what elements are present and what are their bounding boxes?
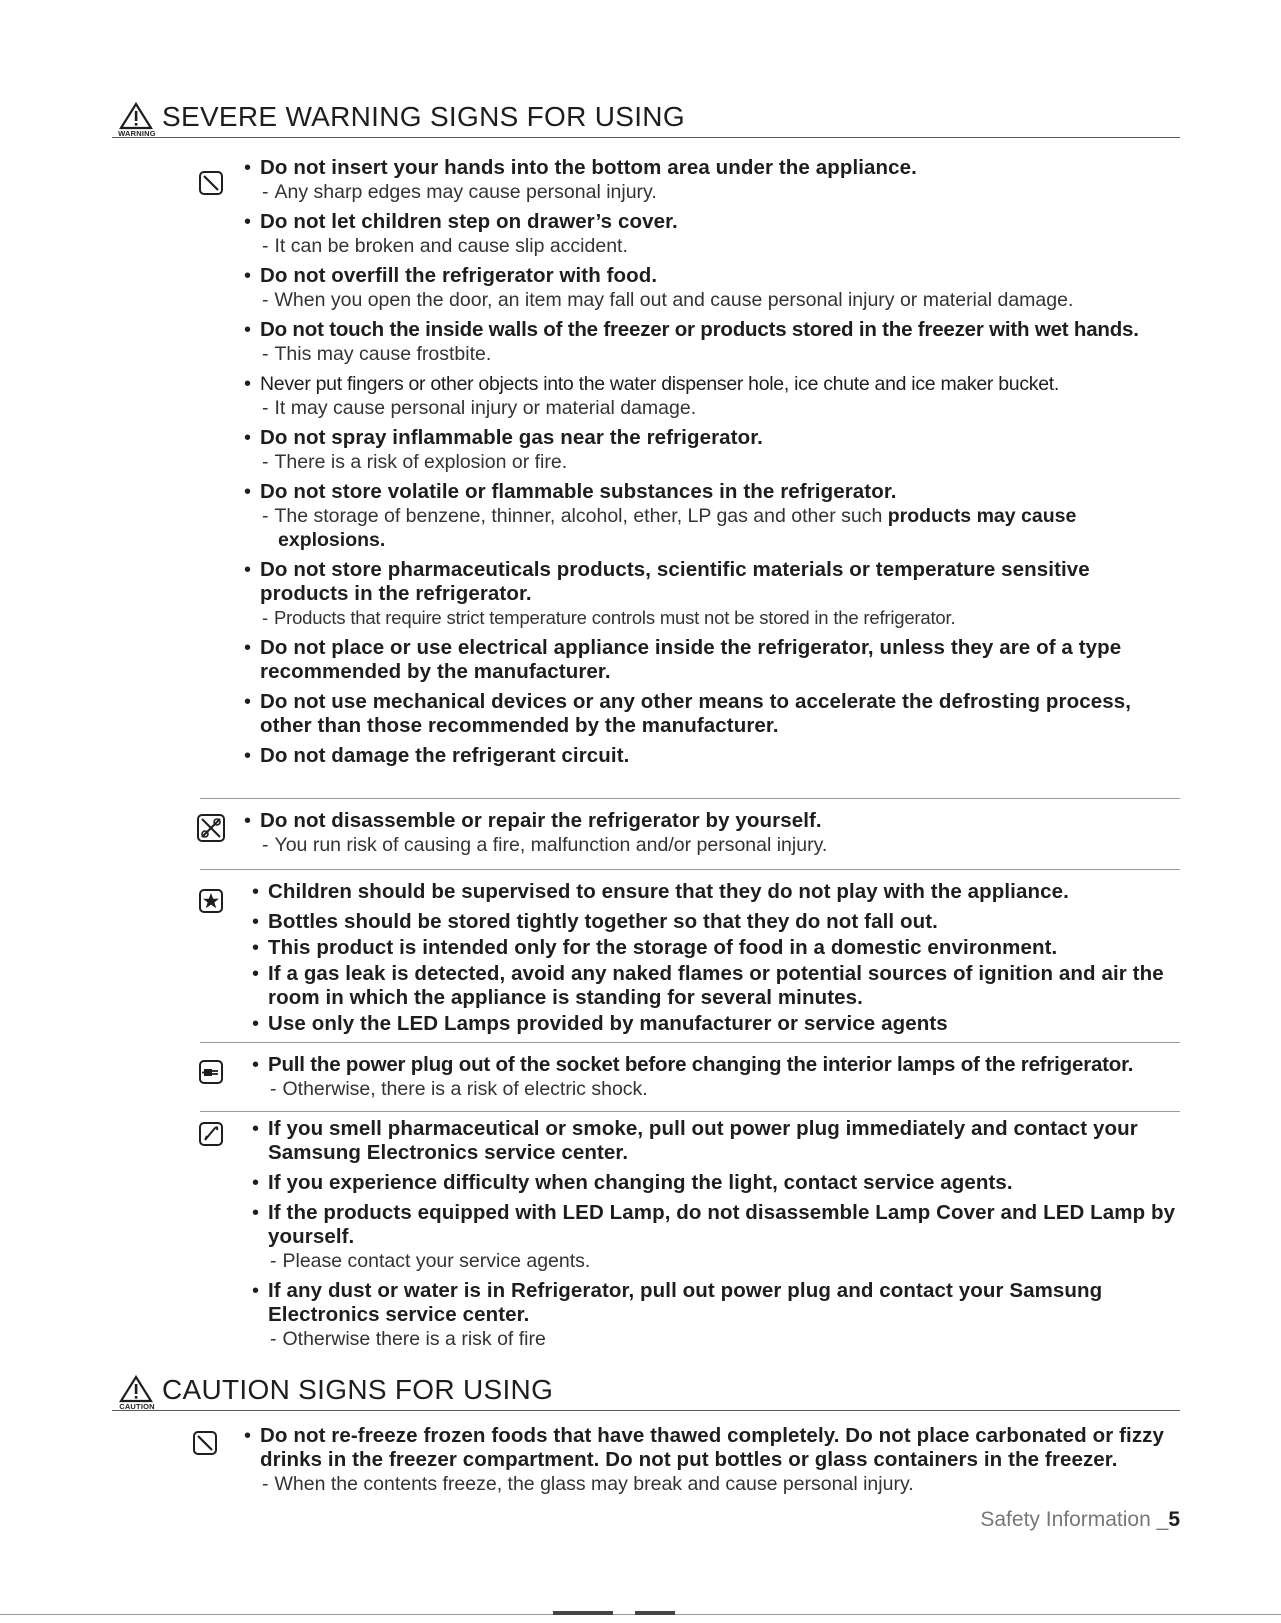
list-item: • If a gas leak is detected, avoid any naked flames or potential sources of ignition and air the room in which the appliance is standing for several minutes. <box>252 962 1164 1009</box>
list-item: • Children should be supervised to ensure that they do not play with the appliance. <box>252 880 1069 903</box>
list-item: • This product is intended only for the storage of food in a domestic environment. <box>252 936 1058 959</box>
list-item: • If the products equipped with LED Lamp, do not disassemble Lamp Cover and LED Lamp by yourself. - Please contact your service agents. <box>252 1201 1176 1272</box>
list-item: • Bottles should be stored tightly together so that they do not fall out. <box>252 910 938 933</box>
list-item: • Do not touch the inside walls of the freezer or products stored in the freezer with wet hands. - This may cause frostbite. <box>244 318 1139 365</box>
list-item: • Do not overfill the refrigerator with food. - When you open the door, an item may fall out and cause personal injury or material damage. <box>244 264 1074 311</box>
section-no-disassembly <box>200 809 1180 870</box>
footer-label: Safety Information _ <box>980 1508 1169 1531</box>
list-item: • If you experience difficulty when changing the light, contact service agents. <box>252 1171 1013 1194</box>
list-item: • Do not store pharmaceuticals products, scientific materials or temperature sensitive products in the refrigerator. - Products that require strict temperature controls must not be stored in the refrigerator. <box>244 558 1090 628</box>
list-item: • Use only the LED Lamps provided by manufacturer or service agents <box>252 1012 948 1035</box>
warning-sign <box>112 102 162 136</box>
scan-mark <box>635 1611 675 1615</box>
caution-heading <box>112 1373 1180 1411</box>
list-item: • Do not re-freeze frozen foods that have thawed completely. Do not place carbonated or fizzy drinks in the freezer compartment. Do not put bottles or glass containers in the freezer. - When the contents freeze, the glass may break and cause personal injury. <box>244 1424 1165 1495</box>
list-item: • Do not place or use electrical appliance inside the refrigerator, unless they are of a type recommended by the manufacturer. <box>244 636 1122 683</box>
warning-heading-title: SEVERE WARNING SIGNS FOR USING <box>162 101 685 132</box>
list-item: • Never put fingers or other objects into the water dispenser hole, ice chute and ice maker bucket. - It may cause personal injury or material damage. <box>244 373 1060 419</box>
page-number: 5 <box>1168 1508 1180 1531</box>
caution-sign-word: CAUTION <box>119 1402 155 1411</box>
list-item: • If any dust or water is in Refrigerator, pull out power plug and contact your Samsung Electronics service center. - Otherwise there is a risk of fire <box>252 1279 1103 1350</box>
caution-sign <box>112 1375 162 1409</box>
section-caution-prohibited <box>200 1424 1180 1514</box>
section-prohibited <box>200 156 1180 799</box>
list-item: • Do not let children step on drawer’s cover. - It can be broken and cause slip accident. <box>244 210 678 257</box>
warning-triangle-icon <box>119 102 153 130</box>
list-item: • Do not insert your hands into the bottom area under the appliance. - Any sharp edges may cause personal injury. <box>244 156 917 203</box>
section-contact-service <box>200 1117 1180 1363</box>
list-item: • Do not store volatile or flammable substances in the refrigerator. - The storage of benzene, thinner, alcohol, ether, LP gas and other such products may cause explosions. <box>244 480 1077 551</box>
scan-mark <box>553 1611 613 1615</box>
section-important <box>200 880 1180 1043</box>
list-item: • If you smell pharmaceutical or smoke, pull out power plug immediately and contact your Samsung Electronics service center. <box>252 1117 1138 1164</box>
list-item: • Do not damage the refrigerant circuit. <box>244 744 630 767</box>
section-unplug <box>200 1053 1180 1112</box>
warning-sign-word: WARNING <box>118 129 156 138</box>
list-item: • Pull the power plug out of the socket before changing the interior lamps of the refrigerator. - Otherwise, there is a risk of electric shock. <box>252 1053 1134 1100</box>
list-item: • Do not spray inflammable gas near the refrigerator. - There is a risk of explosion or fire. <box>244 426 763 473</box>
warning-heading <box>112 100 1180 138</box>
list-item: • Do not disassemble or repair the refrigerator by yourself. - You run risk of causing a fire, malfunction and/or personal injury. <box>244 809 828 856</box>
page-footer <box>980 1508 1180 1532</box>
caution-heading-title: CAUTION SIGNS FOR USING <box>162 1374 554 1405</box>
list-item: • Do not use mechanical devices or any other means to accelerate the defrosting process, other than those recommended by the manufacturer. <box>244 690 1132 737</box>
caution-triangle-icon <box>119 1375 153 1403</box>
